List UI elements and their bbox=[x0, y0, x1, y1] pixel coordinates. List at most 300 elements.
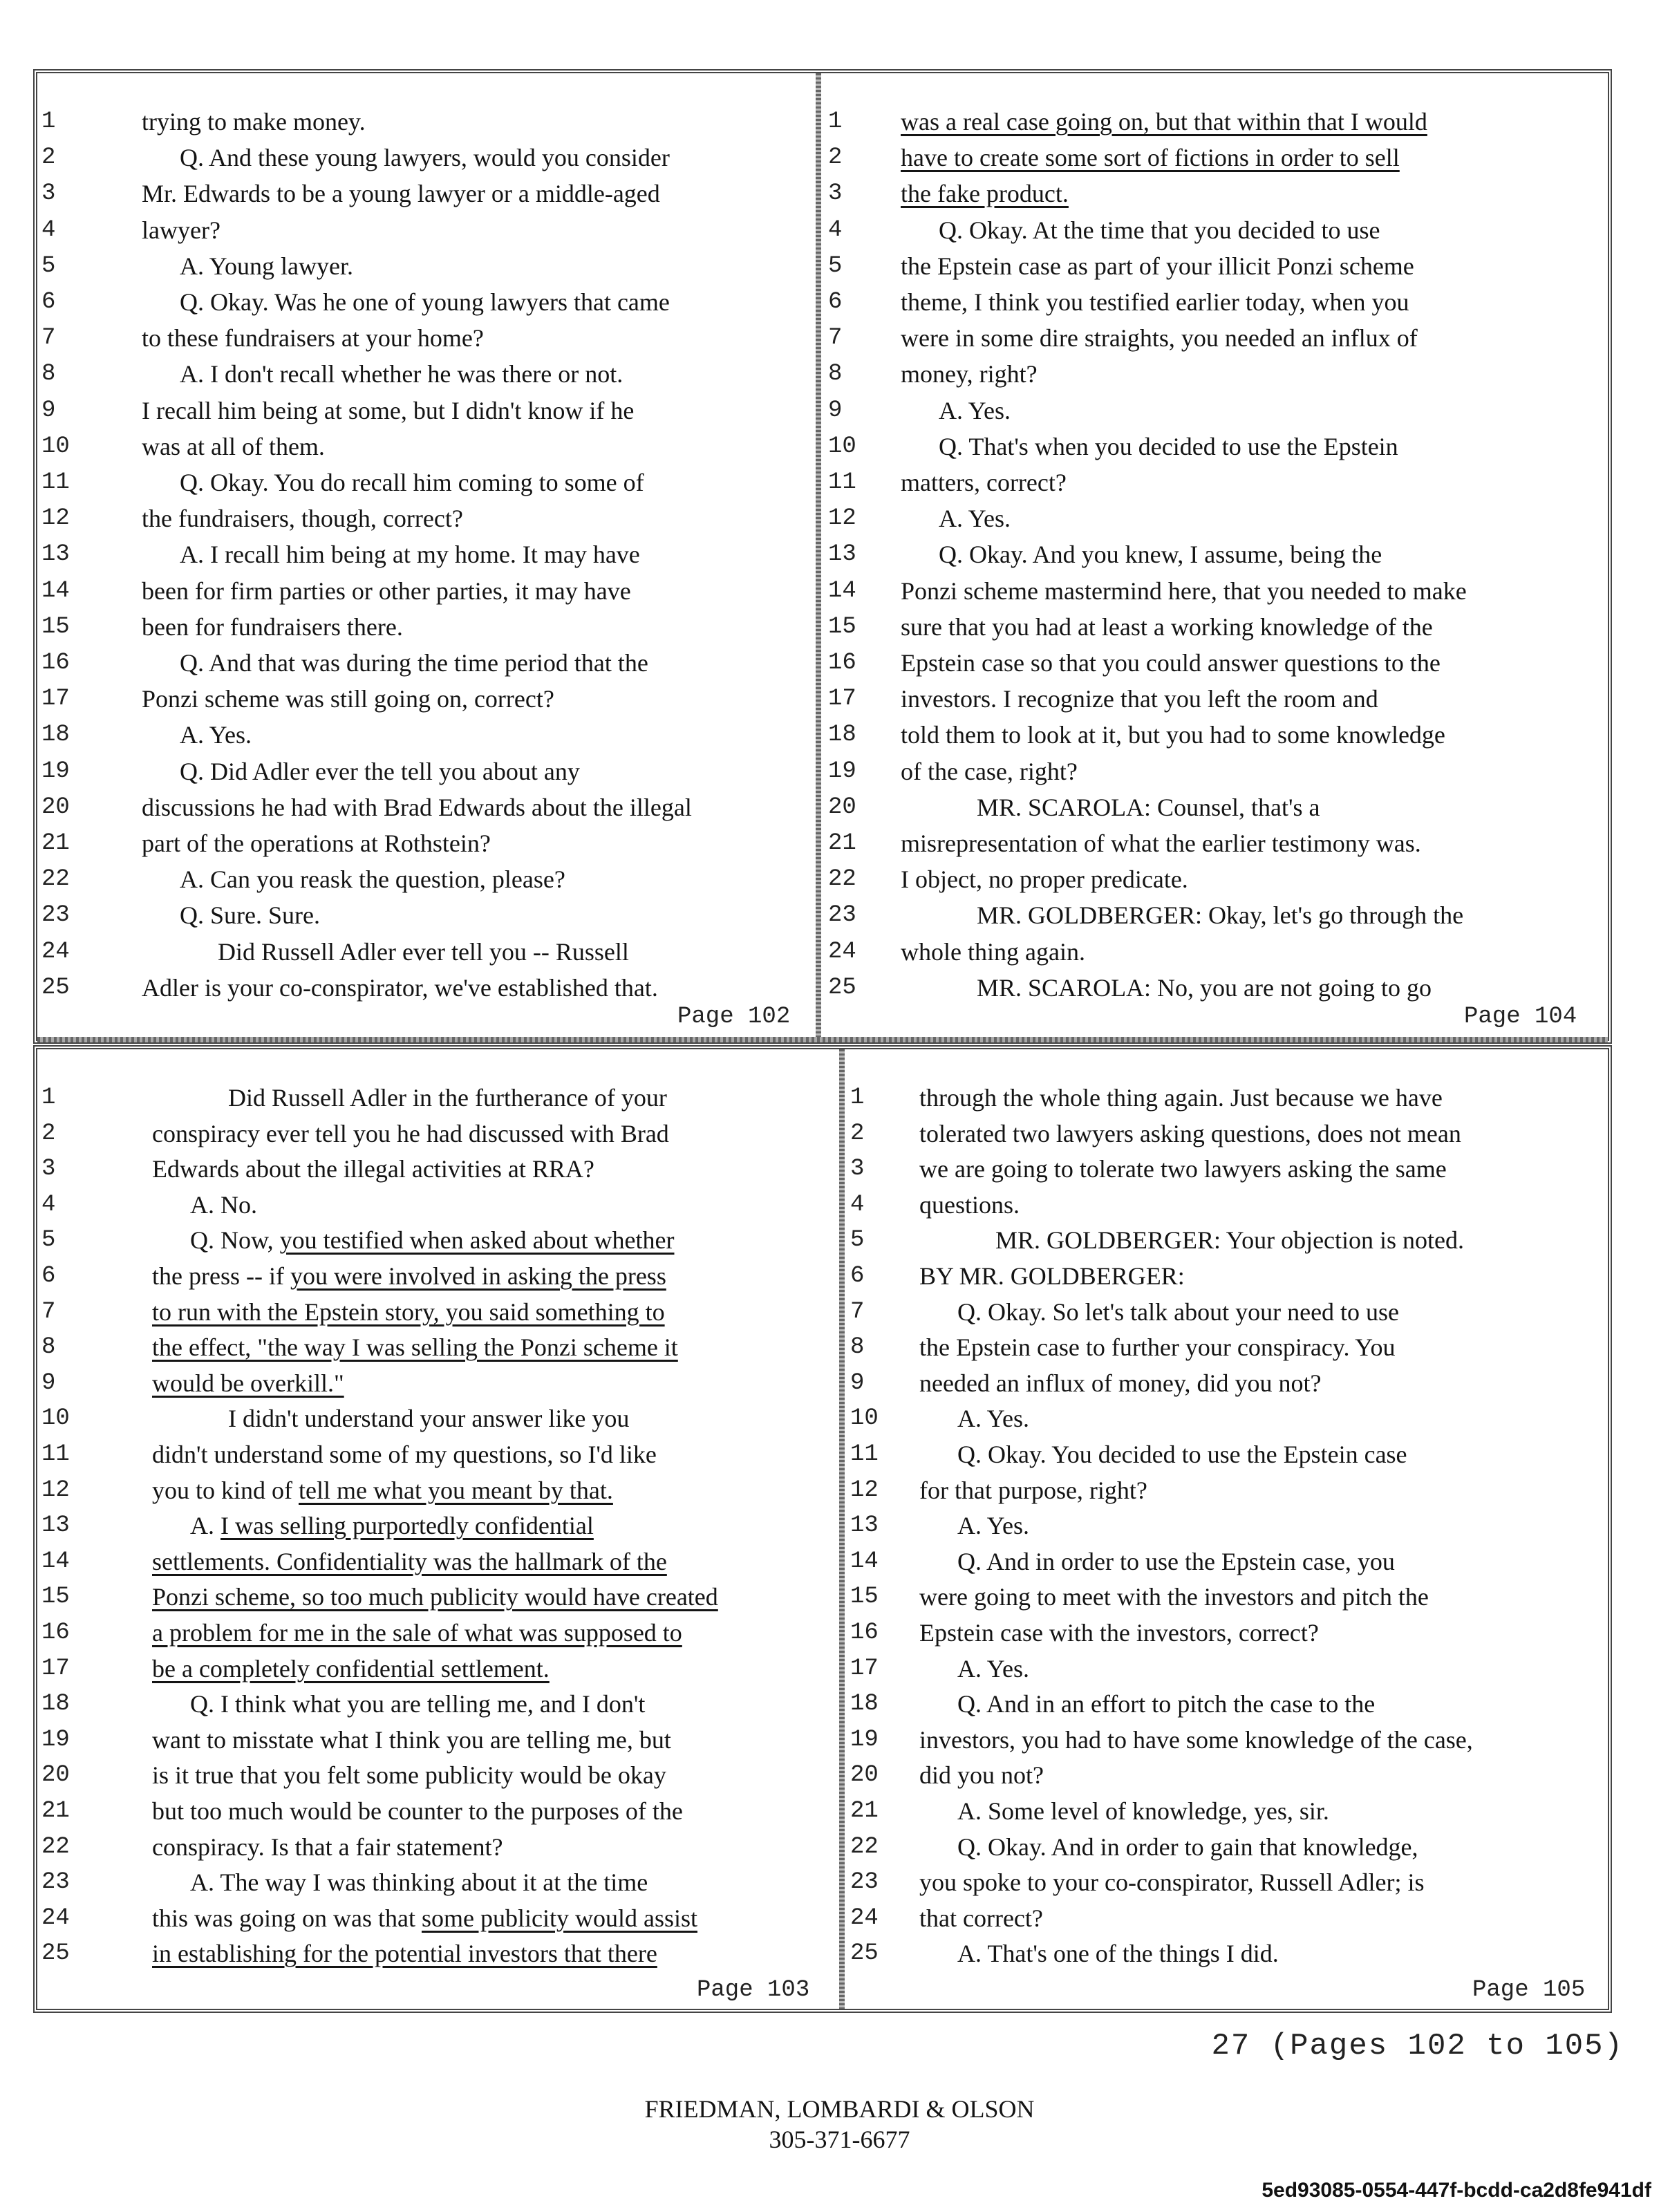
line-text bbox=[190, 1222, 675, 1258]
transcript-line bbox=[41, 1222, 829, 1258]
line-text: did you not? bbox=[919, 1761, 1044, 1790]
line-number: 1 bbox=[828, 109, 843, 135]
line-number: 21 bbox=[41, 830, 70, 856]
transcript-line bbox=[41, 356, 809, 392]
line-number: 4 bbox=[41, 1191, 56, 1218]
transcript-line bbox=[828, 536, 1602, 572]
line-text: didn't understand some of my questions, so I'd like bbox=[152, 1441, 657, 1468]
row-divider bbox=[37, 1037, 1608, 1042]
line-number: 25 bbox=[828, 974, 856, 1001]
line-text: A. No. bbox=[190, 1190, 257, 1219]
line-number: 16 bbox=[41, 650, 70, 676]
transcript-line bbox=[850, 1329, 1604, 1365]
line-text: a problem for me in the sale of what was supposed to bbox=[152, 1619, 682, 1647]
line-number: 4 bbox=[828, 216, 843, 243]
line-number: 15 bbox=[41, 1584, 70, 1611]
transcript-line bbox=[41, 1400, 829, 1436]
transcript-line bbox=[850, 1936, 1604, 1971]
transcript-line bbox=[41, 1651, 829, 1687]
line-text: Adler is your co-conspirator, we've established that. bbox=[142, 973, 658, 1002]
line-number: 24 bbox=[850, 1904, 879, 1931]
transcript-line bbox=[828, 753, 1602, 789]
line-number: 6 bbox=[41, 1263, 56, 1289]
transcript-line bbox=[41, 1722, 829, 1758]
transcript-line bbox=[850, 1116, 1604, 1152]
line-number: 9 bbox=[41, 1369, 56, 1396]
line-number: 18 bbox=[828, 722, 856, 749]
line-text-underlined: tell me what you meant by that. bbox=[299, 1476, 613, 1504]
line-text: questions. bbox=[919, 1190, 1020, 1219]
line-number: 17 bbox=[828, 686, 856, 713]
line-number: 21 bbox=[828, 830, 856, 856]
line-text: MR. GOLDBERGER: Okay, let's go through the bbox=[977, 901, 1464, 930]
line-number: 7 bbox=[41, 1298, 56, 1325]
transcript-line bbox=[850, 1294, 1604, 1330]
line-number: 17 bbox=[41, 1655, 70, 1682]
line-text: A. Yes. bbox=[939, 396, 1011, 424]
document-id: 5ed93085-0554-447f-bcdd-ca2d8fe941df bbox=[1261, 2179, 1651, 2202]
line-number: 19 bbox=[41, 758, 70, 785]
line-text: I didn't understand your answer like you bbox=[228, 1405, 630, 1433]
transcript-line bbox=[41, 1686, 829, 1722]
transcript-line bbox=[850, 1757, 1604, 1793]
line-text: is it true that you felt some publicity would be okay bbox=[152, 1761, 666, 1790]
transcript-line bbox=[828, 934, 1602, 970]
line-number: 23 bbox=[850, 1869, 879, 1896]
line-text: A. Yes. bbox=[957, 1654, 1030, 1683]
line-text: A. Can you reask the question, please? bbox=[180, 865, 565, 894]
page-label-103: Page 103 bbox=[697, 1977, 810, 2003]
line-text: MR. GOLDBERGER: Your objection is noted. bbox=[995, 1226, 1465, 1255]
line-text: Q. Okay. And you knew, I assume, being the bbox=[939, 541, 1382, 569]
line-text: Ponzi scheme was still going on, correct? bbox=[142, 685, 554, 713]
line-text: tolerated two lawyers asking questions, does not mean bbox=[919, 1119, 1461, 1147]
line-number: 9 bbox=[850, 1369, 865, 1396]
transcript-line bbox=[41, 536, 809, 572]
line-text: Ponzi scheme, so too much publicity would have created bbox=[152, 1583, 718, 1611]
line-text: misrepresentation of what the earlier testimony was. bbox=[901, 830, 1421, 857]
line-text: the Epstein case to further your conspiracy. You bbox=[919, 1333, 1396, 1362]
line-number: 3 bbox=[41, 180, 56, 207]
line-text: A. Yes. bbox=[957, 1405, 1030, 1433]
line-number: 15 bbox=[41, 613, 70, 640]
transcript-line bbox=[41, 1544, 829, 1580]
transcript-line bbox=[850, 1579, 1604, 1615]
line-text bbox=[190, 1508, 594, 1544]
line-text: Did Russell Adler ever tell you -- Russell bbox=[218, 937, 629, 966]
transcript-line bbox=[41, 320, 809, 356]
line-text-plain: this was going on was that bbox=[152, 1904, 422, 1932]
line-text: want to misstate what I think you are telling me, but bbox=[152, 1725, 671, 1754]
line-text: told them to look at it, but you had to some knowledge bbox=[901, 721, 1445, 749]
column-divider-bottom bbox=[839, 1049, 845, 2009]
line-number: 13 bbox=[41, 541, 70, 568]
line-number: 23 bbox=[41, 1869, 70, 1896]
transcript-line bbox=[850, 1151, 1604, 1187]
line-number: 13 bbox=[41, 1512, 70, 1539]
line-text: for that purpose, right? bbox=[919, 1476, 1147, 1504]
line-text: was at all of them. bbox=[142, 432, 325, 460]
line-number: 10 bbox=[850, 1405, 879, 1432]
line-number: 8 bbox=[850, 1334, 865, 1361]
transcript-line bbox=[850, 1436, 1604, 1472]
line-text: Q. Okay. You do recall him coming to some of bbox=[180, 469, 644, 496]
line-number: 5 bbox=[850, 1227, 865, 1254]
line-text: I recall him being at some, but I didn't know if he bbox=[142, 396, 635, 424]
line-number: 14 bbox=[41, 1548, 70, 1575]
line-text: through the whole thing again. Just because we have bbox=[919, 1084, 1443, 1112]
line-text bbox=[152, 1900, 697, 1936]
line-number: 10 bbox=[41, 1405, 70, 1432]
line-number: 21 bbox=[850, 1798, 879, 1824]
line-number: 14 bbox=[828, 577, 856, 604]
line-number: 20 bbox=[41, 1762, 70, 1789]
line-number: 14 bbox=[850, 1548, 879, 1575]
line-text bbox=[152, 1258, 666, 1294]
page-label-102: Page 102 bbox=[677, 1004, 791, 1030]
transcript-line bbox=[828, 861, 1602, 897]
line-text: A. I recall him being at my home. It may have bbox=[180, 541, 640, 569]
line-number: 18 bbox=[41, 722, 70, 749]
line-text: Q. Okay. So let's talk about your need to use bbox=[957, 1297, 1400, 1326]
line-text: whole thing again. bbox=[901, 937, 1085, 966]
transcript-line bbox=[850, 1900, 1604, 1936]
line-number: 20 bbox=[850, 1762, 879, 1789]
line-text-plain: the press -- if bbox=[152, 1262, 290, 1290]
transcript-line bbox=[850, 1651, 1604, 1687]
line-text: Q. Okay. And in order to gain that knowledge, bbox=[957, 1833, 1418, 1861]
line-text: A. Yes. bbox=[180, 721, 252, 749]
transcript-line bbox=[41, 1080, 829, 1116]
line-number: 11 bbox=[41, 1441, 70, 1468]
line-text-underlined: some publicity would assist bbox=[421, 1904, 697, 1932]
transcript-line bbox=[850, 1400, 1604, 1436]
line-text: investors, you had to have some knowledge of the case, bbox=[919, 1725, 1473, 1754]
line-text-plain: Q. Now, bbox=[190, 1226, 280, 1255]
transcript-line bbox=[41, 465, 809, 500]
line-text: Q. Okay. You decided to use the Epstein case bbox=[957, 1441, 1407, 1468]
transcript-line bbox=[41, 1116, 829, 1152]
transcript-line bbox=[41, 1329, 829, 1365]
line-number: 10 bbox=[41, 433, 70, 460]
line-number: 10 bbox=[828, 433, 856, 460]
line-text: Q. And that was during the time period that the bbox=[180, 649, 648, 677]
transcript-line bbox=[41, 1187, 829, 1223]
transcript-line bbox=[41, 1579, 829, 1615]
line-number: 1 bbox=[850, 1085, 865, 1111]
line-number: 4 bbox=[850, 1191, 865, 1218]
transcript-line bbox=[41, 970, 809, 1006]
transcript-line bbox=[41, 1365, 829, 1401]
transcript-line bbox=[828, 681, 1602, 717]
page-label-104: Page 104 bbox=[1464, 1004, 1577, 1030]
transcript-line bbox=[828, 717, 1602, 753]
pages-summary: 27 (Pages 102 to 105) bbox=[1211, 2029, 1624, 2063]
transcript-line bbox=[41, 1508, 829, 1544]
line-text-underlined: you testified when asked about whether bbox=[279, 1226, 675, 1255]
transcript-line bbox=[41, 717, 809, 753]
line-number: 3 bbox=[41, 1156, 56, 1183]
transcript-line bbox=[41, 753, 809, 789]
line-text: money, right? bbox=[901, 360, 1038, 388]
transcript-line bbox=[41, 104, 809, 140]
line-text: the effect, "the way I was selling the Ponzi scheme it bbox=[152, 1333, 678, 1362]
transcript-line bbox=[850, 1508, 1604, 1544]
transcript-line bbox=[41, 1829, 829, 1865]
line-text bbox=[152, 1472, 613, 1508]
line-number: 24 bbox=[41, 1904, 70, 1931]
transcript-line bbox=[41, 789, 809, 825]
line-number: 20 bbox=[828, 794, 856, 821]
line-number: 13 bbox=[850, 1512, 879, 1539]
transcript-line bbox=[850, 1080, 1604, 1116]
column-divider-top bbox=[816, 73, 821, 1040]
transcript-line bbox=[41, 176, 809, 212]
transcript-line bbox=[850, 1258, 1604, 1294]
transcript-line bbox=[850, 1472, 1604, 1508]
transcript-line bbox=[41, 934, 809, 970]
line-text: that correct? bbox=[919, 1904, 1043, 1932]
line-text: conspiracy ever tell you he had discussed with Brad bbox=[152, 1119, 669, 1147]
line-number: 3 bbox=[828, 180, 843, 207]
transcript-line bbox=[41, 681, 809, 717]
line-text: Q. And in an effort to pitch the case to the bbox=[957, 1690, 1376, 1718]
transcript-line bbox=[828, 104, 1602, 140]
line-text: you spoke to your co-conspirator, Russell Adler; is bbox=[919, 1868, 1425, 1897]
line-text: investors. I recognize that you left the room and bbox=[901, 685, 1378, 713]
line-text: Epstein case so that you could answer questions to the bbox=[901, 649, 1441, 677]
line-number: 19 bbox=[828, 758, 856, 785]
line-text-underlined: you were involved in asking the press bbox=[290, 1262, 666, 1290]
transcript-line bbox=[41, 284, 809, 320]
line-text: lawyer? bbox=[142, 216, 221, 244]
line-number: 6 bbox=[41, 289, 56, 315]
line-number: 7 bbox=[850, 1298, 865, 1325]
transcript-line bbox=[41, 1900, 829, 1936]
line-text: sure that you had at least a working knowledge of the bbox=[901, 612, 1433, 641]
transcript-line bbox=[41, 248, 809, 284]
firm-phone: 305-371-6677 bbox=[769, 2126, 910, 2153]
line-number: 23 bbox=[41, 902, 70, 929]
transcript-line bbox=[41, 140, 809, 176]
transcript-line bbox=[41, 1258, 829, 1294]
line-number: 19 bbox=[850, 1726, 879, 1753]
transcript-line bbox=[828, 284, 1602, 320]
line-number: 11 bbox=[41, 469, 70, 496]
line-number: 8 bbox=[41, 1334, 56, 1361]
line-number: 17 bbox=[41, 686, 70, 713]
transcript-line bbox=[41, 1472, 829, 1508]
line-number: 12 bbox=[41, 1477, 70, 1503]
line-text-underlined: I was selling purportedly confidential bbox=[221, 1512, 594, 1540]
transcript-line bbox=[850, 1829, 1604, 1865]
transcript-line bbox=[850, 1793, 1604, 1829]
transcript-line bbox=[828, 212, 1602, 248]
transcript-line bbox=[828, 645, 1602, 681]
line-text: Q. Sure. Sure. bbox=[180, 901, 320, 930]
line-number: 18 bbox=[41, 1691, 70, 1718]
line-text: been for fundraisers there. bbox=[142, 612, 403, 641]
line-text: Ponzi scheme mastermind here, that you needed to make bbox=[901, 577, 1467, 605]
transcript-line bbox=[41, 393, 809, 429]
transcript-line bbox=[41, 1936, 829, 1971]
transcript-line bbox=[828, 897, 1602, 933]
transcript-page-105 bbox=[850, 1080, 1604, 2006]
line-text: A. I don't recall whether he was there or not. bbox=[180, 360, 623, 388]
transcript-line bbox=[850, 1544, 1604, 1580]
line-number: 12 bbox=[850, 1477, 879, 1503]
line-text: A. Some level of knowledge, yes, sir. bbox=[957, 1797, 1329, 1825]
transcript-line bbox=[828, 248, 1602, 284]
transcript-line bbox=[41, 212, 809, 248]
transcript-line bbox=[41, 825, 809, 861]
line-text-plain: you to kind of bbox=[152, 1476, 299, 1504]
line-number: 11 bbox=[828, 469, 856, 496]
line-number: 23 bbox=[828, 902, 856, 929]
line-number: 8 bbox=[41, 361, 56, 388]
line-number: 6 bbox=[850, 1263, 865, 1289]
transcript-line bbox=[41, 1793, 829, 1829]
transcript-line bbox=[828, 609, 1602, 645]
transcript-line bbox=[828, 465, 1602, 500]
transcript-line bbox=[41, 861, 809, 897]
transcript-line bbox=[41, 573, 809, 609]
transcript-line bbox=[828, 356, 1602, 392]
line-number: 20 bbox=[41, 794, 70, 821]
line-text: Q. Okay. At the time that you decided to use bbox=[939, 216, 1380, 244]
line-text: Epstein case with the investors, correct? bbox=[919, 1619, 1319, 1647]
line-number: 17 bbox=[850, 1655, 879, 1682]
line-number: 13 bbox=[828, 541, 856, 568]
line-number: 2 bbox=[828, 144, 843, 171]
line-text: the fake product. bbox=[901, 180, 1069, 208]
line-text: BY MR. GOLDBERGER: bbox=[919, 1262, 1185, 1290]
line-text: in establishing for the potential investors that there bbox=[152, 1940, 657, 1968]
line-text: conspiracy. Is that a fair statement? bbox=[152, 1833, 503, 1861]
line-number: 12 bbox=[828, 505, 856, 532]
line-text: discussions he had with Brad Edwards about the illegal bbox=[142, 793, 692, 821]
line-text: A. Yes. bbox=[939, 505, 1011, 533]
line-text: theme, I think you testified earlier today, when you bbox=[901, 288, 1409, 316]
line-text: of the case, right? bbox=[901, 757, 1078, 785]
line-text: needed an influx of money, did you not? bbox=[919, 1369, 1322, 1397]
transcript-line bbox=[828, 825, 1602, 861]
line-number: 7 bbox=[41, 325, 56, 352]
line-text: MR. SCAROLA: Counsel, that's a bbox=[977, 793, 1320, 821]
line-text: to run with the Epstein story, you said something to bbox=[152, 1297, 665, 1326]
line-number: 25 bbox=[41, 974, 70, 1001]
transcript-line bbox=[41, 645, 809, 681]
transcript-line bbox=[41, 429, 809, 465]
line-number: 9 bbox=[41, 397, 56, 424]
line-text: but too much would be counter to the purposes of the bbox=[152, 1797, 683, 1825]
transcript-line bbox=[850, 1365, 1604, 1401]
transcript-line bbox=[828, 970, 1602, 1006]
transcript-line bbox=[828, 500, 1602, 536]
transcript-line bbox=[828, 429, 1602, 465]
line-number: 22 bbox=[41, 866, 70, 893]
transcript-line bbox=[850, 1722, 1604, 1758]
line-number: 11 bbox=[850, 1441, 879, 1468]
transcript-line bbox=[850, 1864, 1604, 1900]
line-number: 8 bbox=[828, 361, 843, 388]
line-text: been for firm parties or other parties, it may have bbox=[142, 577, 631, 605]
transcript-line bbox=[828, 789, 1602, 825]
line-number: 5 bbox=[41, 252, 56, 279]
transcript-line bbox=[41, 897, 809, 933]
line-text: have to create some sort of fictions in order to sell bbox=[901, 144, 1400, 172]
line-number: 3 bbox=[850, 1156, 865, 1183]
transcript-line bbox=[828, 140, 1602, 176]
line-number: 24 bbox=[828, 938, 856, 965]
line-text: A. The way I was thinking about it at the time bbox=[190, 1868, 648, 1897]
line-number: 12 bbox=[41, 505, 70, 532]
transcript-line bbox=[41, 1757, 829, 1793]
line-text-plain: A. bbox=[190, 1512, 221, 1540]
line-text: A. That's one of the things I did. bbox=[957, 1940, 1279, 1968]
transcript-line bbox=[41, 609, 809, 645]
line-text: part of the operations at Rothstein? bbox=[142, 830, 491, 857]
line-text: Edwards about the illegal activities at RRA? bbox=[152, 1155, 594, 1183]
line-number: 22 bbox=[850, 1833, 879, 1860]
line-text: A. Yes. bbox=[957, 1512, 1030, 1540]
transcript-line bbox=[850, 1615, 1604, 1651]
transcript-line bbox=[41, 1294, 829, 1330]
line-number: 2 bbox=[41, 1120, 56, 1147]
line-text: Did Russell Adler in the furtherance of your bbox=[228, 1084, 667, 1112]
line-number: 1 bbox=[41, 1085, 56, 1111]
line-text: Q. That's when you decided to use the Epstein bbox=[939, 432, 1398, 460]
line-number: 25 bbox=[41, 1940, 70, 1967]
transcript-line bbox=[41, 1615, 829, 1651]
line-text: matters, correct? bbox=[901, 469, 1067, 496]
line-text: the fundraisers, though, correct? bbox=[142, 505, 463, 533]
line-number: 16 bbox=[41, 1620, 70, 1646]
page-label-105: Page 105 bbox=[1472, 1977, 1586, 2003]
line-number: 21 bbox=[41, 1798, 70, 1824]
transcript-page-104 bbox=[828, 104, 1602, 1037]
line-number: 16 bbox=[828, 650, 856, 676]
line-number: 16 bbox=[850, 1620, 879, 1646]
transcript-line bbox=[41, 500, 809, 536]
line-text: Mr. Edwards to be a young lawyer or a middle-aged bbox=[142, 180, 660, 208]
line-text: Q. And these young lawyers, would you consider bbox=[180, 144, 670, 172]
line-text: were in some dire straights, you needed an influx of bbox=[901, 324, 1418, 353]
line-text: was a real case going on, but that within that I would bbox=[901, 108, 1427, 135]
line-text: be a completely confidential settlement. bbox=[152, 1654, 550, 1683]
line-number: 6 bbox=[828, 289, 843, 315]
transcript-line bbox=[828, 320, 1602, 356]
line-number: 22 bbox=[41, 1833, 70, 1860]
line-number: 19 bbox=[41, 1726, 70, 1753]
line-text: Q. I think what you are telling me, and I don't bbox=[190, 1690, 646, 1718]
line-text: would be overkill." bbox=[152, 1369, 344, 1397]
line-text: were going to meet with the investors and pitch the bbox=[919, 1583, 1429, 1611]
line-text: Q. Did Adler ever the tell you about any bbox=[180, 757, 580, 785]
line-number: 25 bbox=[850, 1940, 879, 1967]
line-text: settlements. Confidentiality was the hallmark of the bbox=[152, 1547, 667, 1575]
line-number: 22 bbox=[828, 866, 856, 893]
line-number: 15 bbox=[850, 1584, 879, 1611]
line-number: 24 bbox=[41, 938, 70, 965]
transcript-line bbox=[850, 1686, 1604, 1722]
line-text: trying to make money. bbox=[142, 108, 366, 135]
transcript-line bbox=[41, 1864, 829, 1900]
line-number: 2 bbox=[41, 144, 56, 171]
line-text: to these fundraisers at your home? bbox=[142, 324, 484, 353]
line-number: 5 bbox=[828, 252, 843, 279]
transcript-line bbox=[850, 1187, 1604, 1223]
